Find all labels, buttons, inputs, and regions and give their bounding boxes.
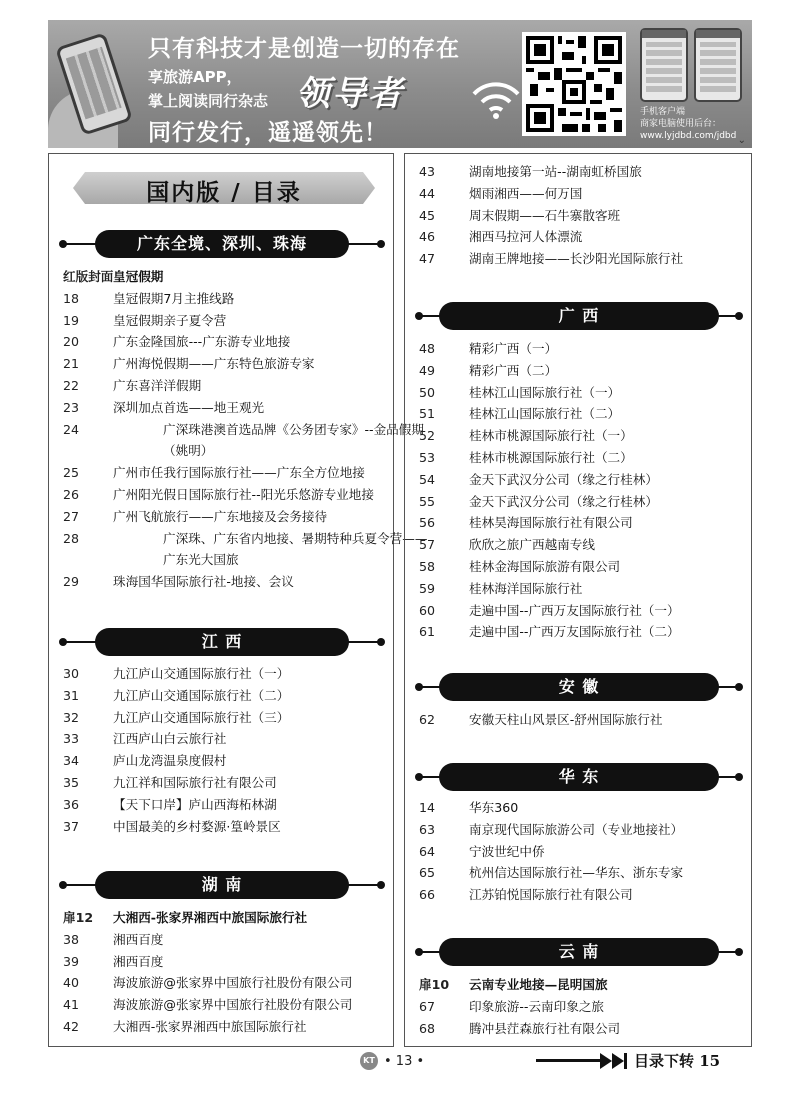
- toc-entry[interactable]: [419, 709, 745, 731]
- toc-entry-page: 47: [419, 251, 436, 267]
- section-header-guangxi: [413, 302, 745, 330]
- list-jiangxi: [63, 663, 389, 837]
- qr-code-icon[interactable]: [522, 32, 626, 136]
- toc-entry-page: 39: [63, 953, 80, 969]
- toc-entry-title: 深圳加点首选——地王观光: [113, 399, 265, 415]
- toc-entry[interactable]: [63, 266, 389, 288]
- toc-entry-page: 64: [419, 843, 436, 859]
- toc-entry-page: 35: [63, 774, 80, 790]
- toc-entry[interactable]: [419, 491, 745, 513]
- toc-entry-page: 30: [63, 666, 80, 681]
- toc-entry-title: 桂林海洋国际旅行社: [469, 580, 583, 596]
- toc-entry-page: 31: [63, 687, 80, 703]
- toc-entry-page: 49: [419, 362, 436, 378]
- toc-entry-title: 杭州信达国际旅行社—华东、浙东专家: [469, 865, 684, 881]
- toc-entry[interactable]: [63, 663, 389, 685]
- toc-entry-page: 14: [419, 800, 436, 815]
- toc-entry-page: 扉12: [63, 910, 94, 925]
- toc-entry[interactable]: [419, 447, 745, 469]
- toc-entry[interactable]: [419, 862, 745, 884]
- toc-entry-title: 广州市任我行国际旅行社——广东全方位地接: [113, 465, 365, 481]
- toc-entry[interactable]: [419, 996, 745, 1018]
- toc-entry-page: 51: [419, 406, 436, 422]
- toc-entry-title: 广深珠港澳首选品牌《公务团专家》--金品假期（姚明）: [163, 421, 424, 459]
- section-header-hunan: [57, 871, 387, 899]
- toc-entry[interactable]: [419, 534, 745, 556]
- toc-entry-page: 21: [63, 356, 80, 372]
- list-huadong: [419, 797, 745, 906]
- toc-entry-title: 桂林市桃源国际旅行社（二）: [469, 449, 633, 465]
- toc-entry-title: 桂林江山国际旅行社（一）: [469, 384, 621, 400]
- toc-entry-page: 48: [419, 341, 436, 356]
- toc-entry-page: 扉10: [419, 977, 450, 992]
- toc-entry[interactable]: [419, 183, 745, 205]
- toc-entry-title: 周末假期——石牛寨散客班: [469, 207, 621, 223]
- toc-entry[interactable]: [63, 484, 389, 506]
- toc-entry-page: 68: [419, 1020, 436, 1036]
- toc-entry-page: 59: [419, 580, 436, 596]
- app-screenshots: [640, 28, 744, 102]
- toc-entry-page: 65: [419, 865, 436, 881]
- toc-entry-page: 60: [419, 602, 436, 618]
- section-header-huadong: [413, 763, 745, 791]
- toc-entry[interactable]: [419, 819, 745, 841]
- toc-entry-page: 22: [63, 377, 80, 393]
- toc-entry-page: 63: [419, 821, 436, 837]
- toc-entry[interactable]: [419, 226, 745, 248]
- toc-entry-page: 20: [63, 334, 80, 350]
- toc-entry-title: 海波旅游@张家界中国旅行社股份有限公司: [113, 975, 353, 991]
- toc-entry[interactable]: [63, 972, 389, 994]
- magazine-logo-icon: KT: [360, 1052, 378, 1070]
- toc-entry-page: 42: [63, 1018, 80, 1034]
- toc-entry-title: 湖南地接第一站--湖南虹桥国旅: [469, 164, 642, 179]
- toc-entry-title: 珠海国华国际旅行社-地接、会议: [113, 574, 294, 590]
- toc-entry-title: 宁波世纪中侨: [469, 843, 545, 859]
- toc-entry-page: 57: [419, 537, 436, 553]
- list-yunnan: [419, 974, 745, 1039]
- toc-entry-page: 55: [419, 493, 436, 509]
- toc-entry-page: 44: [419, 185, 436, 201]
- toc-entry-title: 湖南王牌地接——长沙阳光国际旅行社: [469, 251, 684, 267]
- toc-entry-title: 庐山龙湾温泉度假村: [113, 753, 227, 769]
- toc-entry-title: 欣欣之旅广西越南专线: [469, 537, 595, 553]
- toc-entry[interactable]: [419, 161, 745, 183]
- section-title-huadong: 华 东: [439, 763, 719, 791]
- toc-entry-page: 62: [419, 712, 436, 727]
- list-guangxi: [419, 338, 745, 643]
- toc-entry[interactable]: [419, 1018, 745, 1040]
- toc-entry-title: 桂林市桃源国际旅行社（一）: [469, 428, 633, 444]
- toc-entry-title: 烟雨湘西——何万国: [469, 185, 583, 201]
- app-caption: [640, 106, 736, 142]
- toc-entry[interactable]: [63, 951, 389, 973]
- toc-entry[interactable]: [63, 462, 389, 484]
- toc-entry[interactable]: [63, 907, 389, 929]
- toc-entry[interactable]: [419, 797, 745, 819]
- toc-entry[interactable]: [63, 397, 389, 419]
- toc-title: 国内版 / 目录: [146, 180, 302, 206]
- toc-entry-page: 27: [63, 508, 80, 524]
- app-caption-url[interactable]: www.lyjdbd.com/jdbd: [640, 131, 737, 141]
- toc-entry[interactable]: [419, 841, 745, 863]
- toc-entry[interactable]: [63, 375, 389, 397]
- toc-entry[interactable]: [63, 288, 389, 310]
- toc-entry-page: 54: [419, 471, 436, 487]
- banner-read-text: 掌上阅读同行杂志: [148, 92, 269, 110]
- toc-entry-page: 36: [63, 796, 80, 812]
- toc-entry[interactable]: [419, 403, 745, 425]
- toc-entry[interactable]: [63, 331, 389, 353]
- toc-entry[interactable]: [63, 816, 389, 838]
- list-hunan: [63, 907, 389, 1038]
- toc-entry-page: 29: [63, 574, 80, 590]
- toc-entry-title: 九江庐山交通国际旅行社（一）: [113, 666, 290, 681]
- toc-entry-title: 湘西百度: [113, 953, 164, 969]
- toc-entry[interactable]: [63, 310, 389, 332]
- page-number-text: • 13 •: [384, 1053, 425, 1069]
- banner-slogan: 同行发行，遥遥领先！: [148, 120, 388, 146]
- toc-entry-page: 58: [419, 558, 436, 574]
- toc-entry-page: 40: [63, 975, 80, 991]
- toc-entry-title: 桂林金海国际旅游有限公司: [469, 558, 621, 574]
- toc-entry-title: 九江祥和国际旅行社有限公司: [113, 774, 277, 790]
- toc-entry-title: 大湘西-张家界湘西中旅国际旅行社: [113, 1018, 307, 1034]
- toc-entry-page: 34: [63, 753, 80, 769]
- app-caption-mobile: 手机客户端: [640, 107, 686, 117]
- toc-entry-title: 走遍中国--广西万友国际旅行社（二）: [469, 624, 680, 640]
- toc-title-tab: [73, 168, 375, 208]
- list-hunan-continued: [419, 161, 745, 270]
- toc-entry[interactable]: [419, 512, 745, 534]
- toc-entry[interactable]: [63, 707, 389, 729]
- toc-entry-page: 24: [63, 421, 80, 437]
- section-title-anhui: 安 徽: [439, 673, 719, 701]
- toc-entry[interactable]: [63, 685, 389, 707]
- toc-entry-title: 精彩广西（一）: [469, 341, 558, 356]
- section-header-guangdong: [57, 230, 387, 258]
- toc-entry-page: 52: [419, 428, 436, 444]
- toc-entry-title: 广州阳光假日国际旅行社--阳光乐悠游专业地接: [113, 486, 374, 502]
- section-header-anhui: [413, 673, 745, 701]
- page-number: [360, 1052, 424, 1070]
- app-caption-desktop: 商家电脑使用后台：: [640, 119, 722, 129]
- toc-entry[interactable]: [419, 621, 745, 643]
- toc-entry[interactable]: [419, 382, 745, 404]
- toc-entry-title: 九江庐山交通国际旅行社（二）: [113, 687, 290, 703]
- toc-entry-page: 28: [63, 530, 80, 546]
- toc-entry-page: 25: [63, 465, 80, 481]
- list-anhui: [419, 709, 745, 731]
- toc-entry[interactable]: [419, 205, 745, 227]
- toc-entry[interactable]: [63, 506, 389, 528]
- toc-entry-page: 45: [419, 207, 436, 223]
- toc-entry[interactable]: [63, 419, 424, 463]
- toc-entry[interactable]: [63, 929, 389, 951]
- toc-entry[interactable]: [419, 578, 745, 600]
- toc-entry-title: 云南专业地接—昆明国旅: [469, 977, 608, 992]
- toc-entry-title: 印象旅游--云南印象之旅: [469, 998, 605, 1014]
- toc-right-column: [404, 153, 752, 1047]
- toc-entry[interactable]: [419, 556, 745, 578]
- toc-entry[interactable]: [419, 600, 745, 622]
- toc-entry-page: 33: [63, 731, 80, 747]
- toc-entry-title: 华东360: [469, 800, 519, 815]
- toc-entry[interactable]: [63, 772, 389, 794]
- toc-entry-page: 61: [419, 624, 436, 640]
- toc-entry[interactable]: [63, 794, 389, 816]
- toc-entry[interactable]: [419, 884, 745, 906]
- toc-entry-page: 56: [419, 515, 436, 531]
- wifi-icon: [468, 68, 524, 124]
- toc-entry-page: 53: [419, 449, 436, 465]
- toc-entry[interactable]: [419, 425, 745, 447]
- toc-entry-title: 走遍中国--广西万友国际旅行社（一）: [469, 602, 680, 618]
- section-title-hunan: 湖 南: [95, 871, 349, 899]
- toc-entry[interactable]: [63, 1016, 389, 1038]
- toc-entry-title: 桂林昊海国际旅行社有限公司: [469, 515, 633, 531]
- section-title-guangdong: 广东全境、深圳、珠海: [95, 230, 349, 258]
- toc-entry-title: 皇冠假期: [113, 269, 164, 284]
- banner-app-text: 享旅游APP，: [148, 68, 242, 86]
- toc-entry-page: 67: [419, 998, 436, 1014]
- toc-entry[interactable]: [419, 338, 745, 360]
- toc-entry-page: 23: [63, 399, 80, 415]
- toc-entry-page: 19: [63, 312, 80, 328]
- section-header-jiangxi: [57, 628, 387, 656]
- toc-entry-page: 66: [419, 887, 436, 903]
- toc-entry-page: 43: [419, 164, 436, 179]
- toc-entry-title: 湘西马拉河人体漂流: [469, 229, 583, 245]
- toc-entry-title: 广州飞航旅行——广东地接及会务接待: [113, 508, 328, 524]
- toc-entry-title: 海波旅游@张家界中国旅行社股份有限公司: [113, 997, 353, 1013]
- ad-banner[interactable]: [48, 20, 752, 148]
- toc-entry-title: 中国最美的乡村婺源·篁岭景区: [113, 818, 281, 834]
- toc-entry[interactable]: [63, 728, 389, 750]
- chevron-down-icon: ⌄: [737, 135, 746, 146]
- toc-entry-title: 广东喜洋洋假期: [113, 377, 202, 393]
- toc-entry-title: 金天下武汉分公司（缘之行桂林）: [469, 471, 658, 487]
- section-title-jiangxi: 江 西: [95, 628, 349, 656]
- toc-entry-title: 南京现代国际旅游公司（专业地接社）: [469, 821, 684, 837]
- continue-label: 目录下转 15: [634, 1052, 721, 1070]
- toc-entry[interactable]: [63, 750, 389, 772]
- toc-entry-title: 皇冠假期亲子夏令营: [113, 312, 227, 328]
- section-title-yunnan: 云 南: [439, 938, 719, 966]
- toc-entry[interactable]: [63, 571, 389, 593]
- toc-entry-page: 38: [63, 931, 80, 947]
- toc-entry-title: 桂林江山国际旅行社（二）: [469, 406, 621, 422]
- toc-entry-title: 精彩广西（二）: [469, 362, 558, 378]
- toc-entry[interactable]: [419, 360, 745, 382]
- toc-entry-title: 江苏铂悦国际旅行社有限公司: [469, 887, 633, 903]
- toc-entry-page: 37: [63, 818, 80, 834]
- toc-entry[interactable]: [63, 994, 389, 1016]
- toc-entry-page: 红版封面: [63, 269, 114, 284]
- banner-headline: 只有科技才是创造一切的存在: [148, 36, 460, 62]
- banner-leader-text: 领导者: [296, 74, 404, 114]
- toc-entry-page: 32: [63, 709, 80, 725]
- toc-entry-title: 九江庐山交通国际旅行社（三）: [113, 709, 290, 725]
- toc-entry-page: 41: [63, 997, 80, 1013]
- toc-entry-page: 18: [63, 290, 80, 306]
- toc-entry-title: 广深珠、广东省内地接、暑期特种兵夏令营——广东光大国旅: [163, 530, 428, 568]
- toc-entry-title: 广东金隆国旅---广东游专业地接: [113, 334, 291, 350]
- toc-entry-page: 46: [419, 229, 436, 245]
- toc-entry-title: 大湘西-张家界湘西中旅国际旅行社: [113, 910, 308, 925]
- toc-entry-title: 广州海悦假期——广东特色旅游专家: [113, 356, 315, 372]
- toc-entry[interactable]: [419, 974, 745, 996]
- toc-entry-title: 【天下口岸】庐山西海柘林湖: [113, 796, 277, 812]
- toc-entry-title: 湘西百度: [113, 931, 164, 947]
- toc-entry-title: 腾冲县茳森旅行社有限公司: [469, 1020, 621, 1036]
- toc-entry-title: 安徽天柱山风景区-舒州国际旅行社: [469, 712, 663, 727]
- toc-entry-title: 金天下武汉分公司（缘之行桂林）: [469, 493, 658, 509]
- toc-entry-title: 江西庐山白云旅行社: [113, 731, 227, 747]
- section-title-guangxi: 广 西: [439, 302, 719, 330]
- toc-entry[interactable]: [419, 469, 745, 491]
- toc-entry-page: 50: [419, 384, 436, 400]
- toc-entry[interactable]: [63, 353, 389, 375]
- toc-entry-title: 皇冠假期7月主推线路: [113, 290, 235, 306]
- section-header-yunnan: [413, 938, 745, 966]
- toc-entry-page: 26: [63, 486, 80, 502]
- toc-entry[interactable]: [419, 248, 745, 270]
- continue-to-page-link[interactable]: [536, 1050, 752, 1072]
